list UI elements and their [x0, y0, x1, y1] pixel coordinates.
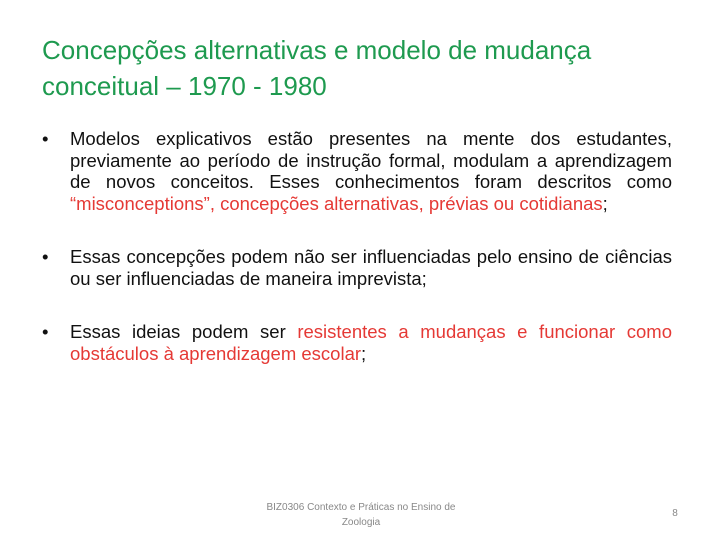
bullet-dot-icon: •: [42, 246, 49, 267]
bullet-text: Modelos explicativos estão presentes na mente dos estudantes, previamente ao período de instrução formal, modulam a aprendizagem de novos conceitos. Esses conhecimentos foram descritos como: [70, 128, 672, 192]
slide-title: Concepções alternativas e modelo de mudança conceitual – 1970 - 1980: [42, 35, 592, 101]
highlighted-text: “misconceptions”, concepções alternativas, prévias ou cotidianas: [70, 192, 603, 214]
bullet-text: Essas ideias podem ser: [70, 321, 298, 342]
bullet-dot-icon: •: [42, 321, 49, 342]
bullet-suffix: ;: [361, 342, 367, 364]
bullet-dot-icon: •: [42, 128, 49, 149]
bullet-item: [42, 321, 672, 364]
bullet-item: [42, 246, 672, 289]
bullet-list: [42, 128, 672, 364]
footer-course: BIZ0306 Contexto e Práticas no Ensino de Zoologia: [266, 502, 456, 528]
bullet-text: Essas concepções podem não ser influenciadas pelo ensino de ciências ou ser influenciadas de maneira imprevista;: [70, 246, 672, 289]
slide-number: 8: [672, 508, 678, 519]
bullet-item: [42, 128, 672, 214]
highlighted-text: resistentes a mudanças e funcionar como obstáculos à aprendizagem escolar: [70, 321, 672, 364]
bullet-suffix: ;: [602, 192, 608, 214]
